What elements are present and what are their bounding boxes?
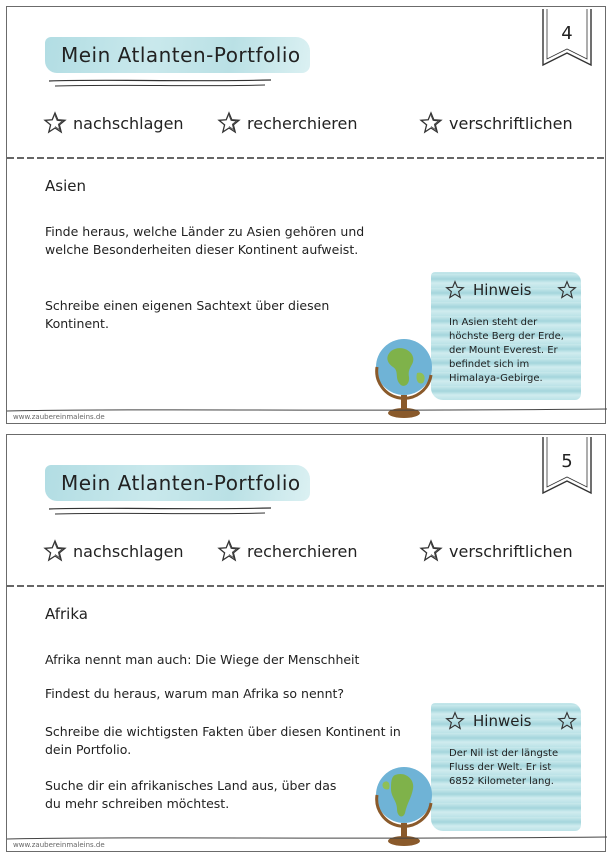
hint-text: In Asien steht der höchste Berg der Erde, der Mount Everest. Er befindet sich im Himalaya-Gebirge.: [449, 317, 564, 384]
footer-url: www.zaubereinmaleins.de: [13, 413, 105, 421]
skill-label: nachschlagen: [73, 541, 184, 561]
skills-row: [7, 111, 607, 141]
skill-verschriftlichen: [419, 111, 573, 135]
task-paragraph: Suche dir ein afrikanisches Land aus, über das du mehr schreiben möchtest.: [45, 778, 337, 811]
skill-label: nachschlagen: [73, 113, 184, 133]
hint-title: Hinweis: [473, 281, 532, 299]
hint-box: [431, 703, 581, 833]
card-number-badge: [539, 437, 595, 497]
hint-title: Hinweis: [473, 712, 532, 730]
skills-row: [7, 539, 607, 569]
skill-label: recherchieren: [247, 541, 358, 561]
dashed-divider: [7, 583, 607, 589]
star-outline-icon: [43, 111, 67, 135]
skill-label: recherchieren: [247, 113, 358, 133]
title-underline: [45, 505, 275, 519]
task-card-afrika: [6, 434, 606, 852]
star-outline-icon: [43, 539, 67, 563]
title-banner: [45, 33, 310, 79]
skill-nachschlagen: [43, 111, 184, 135]
skill-recherchieren: [217, 539, 358, 563]
skill-label: verschriftlichen: [449, 113, 573, 133]
card-number-badge: [539, 9, 595, 69]
skill-nachschlagen: [43, 539, 184, 563]
star-outline-icon: [217, 539, 241, 563]
task-paragraph: Schreibe die wichtigsten Fakten über diesen Kontinent in dein Portfolio.: [45, 724, 401, 757]
card-title: Mein Atlanten-Portfolio: [61, 43, 301, 67]
hint-header: [445, 711, 531, 731]
task-paragraph: Finde heraus, welche Länder zu Asien gehören und welche Besonderheiten dieser Kontinent aufweist.: [45, 224, 365, 257]
hint-box: [431, 272, 581, 402]
continent-heading: Asien: [45, 177, 86, 195]
skill-recherchieren: [217, 111, 358, 135]
star-outline-icon: [419, 539, 443, 563]
skill-verschriftlichen: [419, 539, 573, 563]
star-outline-icon: [557, 280, 577, 300]
skill-label: verschriftlichen: [449, 541, 573, 561]
hint-text: Der Nil ist der längste Fluss der Welt. Er ist 6852 Kilometer lang.: [449, 748, 559, 787]
footer-url: www.zaubereinmaleins.de: [13, 841, 105, 849]
task-card-asien: [6, 6, 606, 424]
hint-header: [445, 280, 531, 300]
star-outline-icon: [445, 711, 465, 731]
task-paragraph: Afrika nennt man auch: Die Wiege der Menschheit: [45, 652, 360, 667]
card-number: 4: [561, 23, 573, 44]
card-title: Mein Atlanten-Portfolio: [61, 471, 301, 495]
task-paragraph: Schreibe einen eigenen Sachtext über diesen Kontinent.: [45, 298, 330, 331]
star-outline-icon: [557, 711, 577, 731]
card-number: 5: [561, 451, 573, 472]
continent-heading: Afrika: [45, 605, 88, 623]
title-banner: [45, 461, 310, 507]
star-outline-icon: [445, 280, 465, 300]
star-outline-icon: [419, 111, 443, 135]
task-paragraph: Findest du heraus, warum man Afrika so nennt?: [45, 686, 345, 701]
dashed-divider: [7, 155, 607, 161]
star-outline-icon: [217, 111, 241, 135]
title-underline: [45, 77, 275, 91]
